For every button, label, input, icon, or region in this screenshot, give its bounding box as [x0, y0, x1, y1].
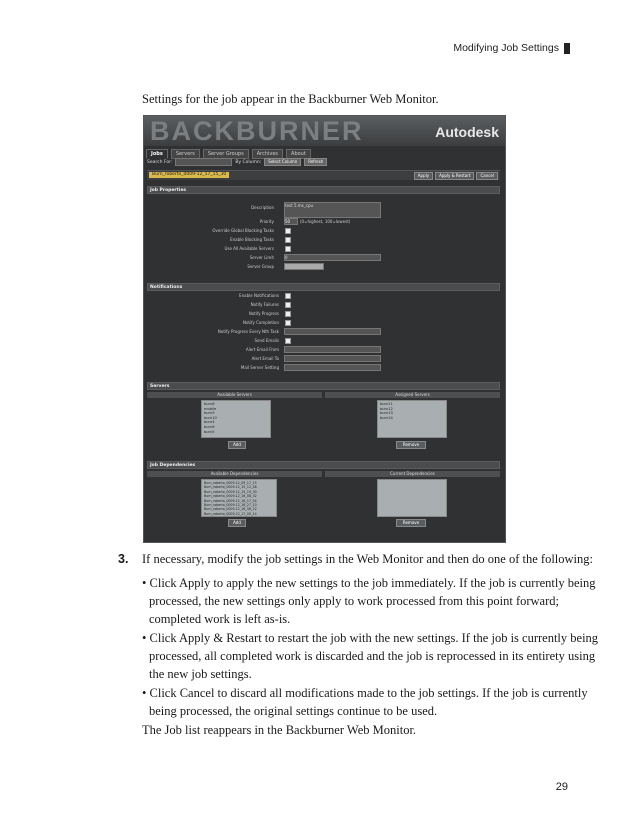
bullet-line: Click Apply to apply the new settings to the job immediately. If the job is currently being	[149, 576, 596, 590]
field-label: Enable Blocking Tasks	[230, 237, 274, 242]
list-item[interactable]: Burn_roberto_0009-12_09_17_15	[204, 481, 257, 485]
step-number: 3.	[118, 552, 129, 566]
mail-server-input[interactable]	[284, 364, 381, 371]
field-override	[144, 228, 504, 236]
field-label: Notify Progress	[248, 311, 279, 316]
apply-button[interactable]: Apply	[414, 172, 433, 180]
step-text: If necessary, modify the job settings in the Web Monitor and then do one of the following:	[142, 552, 593, 566]
page-header	[453, 42, 570, 54]
bullet-dot: •	[142, 631, 150, 645]
priority-hint: (0=highest, 100=lowest)	[300, 219, 351, 224]
list-item[interactable]: Burn_roberto_0009-12_16_08_32	[204, 494, 257, 499]
page-number: 29	[555, 781, 568, 793]
field-label: Enable Notifications	[239, 293, 279, 298]
search-row	[147, 158, 327, 166]
brand-logo: Autodesk	[435, 124, 499, 140]
all-servers-checkbox[interactable]	[285, 246, 291, 252]
priority-input[interactable]: 50	[284, 218, 298, 225]
list-item[interactable]: burn11	[380, 402, 393, 406]
tab-about[interactable]: About	[286, 149, 311, 159]
section-job-properties: Job Properties	[147, 186, 500, 194]
list-item[interactable]: burn12	[380, 406, 393, 411]
bullet-line: processed, all completed work is discarded and the job is reprocessed in its entirety using	[149, 649, 596, 663]
column-label: By Column:	[235, 159, 262, 165]
field-label: Server Group	[247, 264, 274, 269]
bullet-line: Click Apply & Restart to restart the job with the new settings. If the job is currently being	[149, 631, 599, 645]
list-item[interactable]: Burn_roberto_0009-12_15_19_30	[204, 489, 257, 494]
refresh-button[interactable]: Refresh	[304, 158, 327, 166]
nth-task-input[interactable]	[284, 328, 381, 335]
job-bar	[147, 170, 500, 180]
field-label: Priority	[259, 219, 274, 224]
section-servers: Servers	[147, 382, 500, 390]
completion-checkbox[interactable]	[285, 320, 291, 326]
field-priority	[144, 219, 504, 227]
override-checkbox[interactable]	[285, 228, 291, 234]
list-item[interactable]: burn14	[380, 415, 393, 420]
field-label: Override Global Blocking Tasks	[212, 228, 274, 233]
header-mark-icon	[564, 43, 570, 54]
email-to-input[interactable]	[284, 355, 381, 362]
search-label: Search For:	[147, 159, 173, 165]
current-deps-list[interactable]	[377, 479, 447, 517]
list-item[interactable]: burn10	[204, 415, 217, 420]
available-deps-list[interactable]	[201, 479, 277, 517]
bullet-dot: •	[142, 686, 150, 700]
bullet-line: being processed, the original settings continue to be used.	[149, 704, 438, 718]
field-label: Send Emails	[254, 338, 279, 343]
field-label: Alert Email To	[251, 356, 279, 361]
banner-logo: BACKBURNER	[150, 116, 364, 146]
bullet-line: Click Cancel to discard all modifications made to the job settings. If the job is currently	[149, 686, 588, 700]
section-dependencies: Job Dependencies	[147, 461, 500, 469]
step-3	[118, 552, 593, 567]
intro-text: Settings for the job appear in the Backburner Web Monitor.	[142, 92, 439, 106]
list-item[interactable]: Burn_roberto_0009-12_16_58_22	[204, 507, 257, 512]
field-label: Alert Email From	[245, 347, 279, 352]
bullet-apply	[142, 574, 596, 628]
bullet-dot: •	[142, 576, 150, 590]
assigned-servers-header: Assigned Servers	[325, 392, 500, 398]
description-input[interactable]: test 5.ms_cpu	[284, 202, 381, 218]
field-server-limit	[144, 255, 504, 263]
send-emails-checkbox[interactable]	[285, 338, 291, 344]
closing-text: The Job list reappears in the Backburner Web Monitor.	[142, 723, 417, 737]
assigned-servers-list[interactable]	[377, 400, 447, 438]
bullet-line: the new job settings.	[149, 667, 252, 681]
add-server-button[interactable]: Add	[228, 441, 246, 449]
blocking-checkbox[interactable]	[285, 237, 291, 243]
progress-checkbox[interactable]	[285, 311, 291, 317]
header-title: Modifying Job Settings	[453, 42, 559, 54]
list-item[interactable]: burn9	[204, 411, 215, 416]
field-label: Notify Completion	[242, 320, 279, 325]
bullet-cancel	[142, 684, 588, 720]
bullet-line: completed work is left as-is.	[149, 612, 291, 626]
current-deps-header: Current Dependencies	[325, 471, 500, 477]
field-label: Notify Failures	[250, 302, 279, 307]
list-item[interactable]: Burn_roberto_0009-12_17_00_14	[204, 511, 257, 516]
field-label: Server Limit	[249, 255, 274, 260]
field-description	[144, 202, 504, 212]
field-label: Use All Available Servers	[224, 246, 274, 251]
web-monitor-screenshot	[143, 115, 506, 543]
available-deps-header: Available Dependencies	[147, 471, 322, 477]
list-item[interactable]: Burn_roberto_0009-12_15_12_48	[204, 485, 257, 490]
field-all-servers	[144, 246, 504, 254]
list-item[interactable]: burn8	[204, 402, 215, 406]
email-from-input[interactable]	[284, 346, 381, 353]
cancel-button[interactable]: Cancel	[476, 172, 498, 180]
field-blocking	[144, 237, 504, 245]
failures-checkbox[interactable]	[285, 302, 291, 308]
list-item[interactable]: mobile	[204, 406, 217, 411]
apply-restart-button[interactable]: Apply & Restart	[435, 172, 474, 180]
tab-server-groups[interactable]: Server Groups	[203, 149, 249, 159]
server-limit-input[interactable]: 0	[284, 254, 381, 261]
list-item[interactable]: burn13	[380, 411, 393, 416]
bullet-apply-restart	[142, 629, 599, 683]
list-item[interactable]: burn5	[204, 429, 215, 434]
field-label: Mail Server Setting	[240, 365, 279, 370]
list-item[interactable]: Burn_roberto_0009-12_16_27_10	[204, 503, 257, 508]
remove-server-button[interactable]: Remove	[396, 441, 426, 449]
column-select[interactable]: Select Column	[264, 158, 301, 166]
remove-dependency-button[interactable]: Remove	[396, 519, 426, 527]
available-servers-list[interactable]	[201, 400, 271, 438]
tab-archives[interactable]: Archives	[252, 149, 283, 159]
bullet-line: processed, the new settings only apply to work processed from this point forward;	[149, 594, 559, 608]
available-servers-header: Available Servers	[147, 392, 322, 398]
field-label: Description	[251, 205, 274, 210]
tab-jobs[interactable]: Jobs	[146, 149, 168, 159]
list-item[interactable]: burn6	[204, 424, 215, 429]
list-item[interactable]: burn4	[204, 420, 215, 425]
add-dependency-button[interactable]: Add	[228, 519, 246, 527]
job-name: Burn_roberto_0009-12_17_15_30	[149, 172, 229, 178]
server-group-select[interactable]	[284, 263, 324, 270]
field-server-group	[144, 264, 504, 272]
tab-servers[interactable]: Servers	[171, 149, 200, 159]
banner	[144, 116, 505, 146]
list-item[interactable]: Burn_roberto_0009-12_16_17_04	[204, 498, 257, 503]
notification-fields	[144, 293, 504, 373]
notify-checkbox[interactable]	[285, 293, 291, 299]
field-label: Notify Progress Every Nth Task	[217, 329, 279, 334]
search-input[interactable]	[175, 158, 232, 166]
section-notifications: Notifications	[147, 283, 500, 291]
